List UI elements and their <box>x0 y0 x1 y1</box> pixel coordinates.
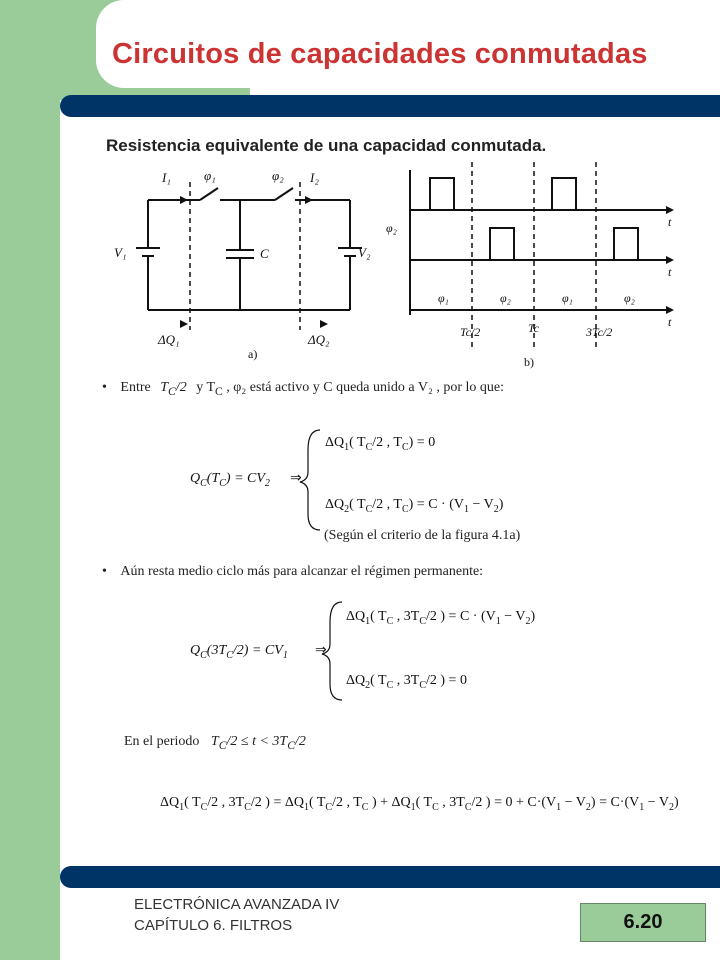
label-i2: I₂ <box>310 170 319 185</box>
mark-tc: Tc <box>528 321 539 335</box>
period-line: En el periodo $T_C/2 \le t < 3T_C/2$ <box>124 734 306 752</box>
bullet-dot: • <box>102 380 107 395</box>
bottom-phase-2: φ₂ <box>500 291 511 305</box>
page-number-badge: 6.20 <box>580 903 706 942</box>
section-subtitle: Resistencia equivalente de una capacidad conmutada. <box>106 136 547 155</box>
svg-text:QC(3TC/2) = CV1: $Q_C(3T_C/2) = CV_1$ <box>190 643 288 661</box>
label-v2: V₂ <box>358 245 371 260</box>
footer-line-1: ELECTRÓNICA AVANZADA IV <box>134 896 340 913</box>
label-phi2: φ₂ <box>272 168 284 183</box>
svg-text:QC(TC) = CV2: $Q_C(T_C) = CV_2$ <box>190 471 270 489</box>
mark-tc-half: Tc/2 <box>460 325 481 339</box>
bottom-phase-1: φ₁ <box>438 291 449 305</box>
circuit-dashed-markers <box>190 182 300 330</box>
slide-title: Circuitos de capacidades conmutadas <box>112 38 648 70</box>
bullet-2 <box>102 564 483 580</box>
label-phi1: φ₁ <box>204 168 216 183</box>
label-dq2: ΔQ₂ <box>308 332 330 347</box>
bottom-phase-4: φ₂ <box>624 291 635 305</box>
bullet-2-text: Aún resta medio ciclo más para alcanzar el régimen permanente: <box>120 564 484 579</box>
t-axis-1: t <box>668 215 672 229</box>
switched-capacitor-diagram <box>100 160 690 370</box>
timing-phi2: φ₂ <box>386 221 397 235</box>
final-equation <box>160 776 679 826</box>
bottom-divider-bar <box>60 866 720 888</box>
svg-text:ΔQ2( TC , 3TC/2 ) = 0: $\Delta Q_2$( $T_C$ , $3T_C/2$ ) = 0 <box>346 673 467 691</box>
footer-course <box>134 894 339 936</box>
bullet-1-sub: C <box>215 384 223 398</box>
svg-text:ΔQ2( TC/2 , TC) = C · (V1 − V2: $\Delta Q_2$( $T_C/2$ , $T_C) = C \cdot (V_1 - V_2)$ <box>325 497 504 515</box>
svg-text:⇒: ⇒ <box>290 471 302 486</box>
bottom-phase-3: φ₁ <box>562 291 573 305</box>
top-divider-bar <box>60 95 720 117</box>
footer-line-2: CAPÍTULO 6. FILTROS <box>134 917 293 934</box>
current-arrows <box>180 196 328 328</box>
bullet-1-prefix: Entre <box>120 380 151 395</box>
label-a: a) <box>248 347 258 361</box>
label-i1: I₁ <box>162 170 171 185</box>
svg-text:ΔQ1( TC/2 , 3TC/2 ) = ΔQ1( TC/: $\Delta Q_1$( $T_C/2$ , $3T_C/2$ ) = $\Delta Q_1$( $T_C/2$ , $T_C$ ) + $\Delta Q_1$( $T_C$ , $3T_C/2$ ) = $0 + C\cdot(V_1 - V_2) = C\cdot(V_1 - V_2)$ <box>160 795 679 813</box>
label-v1: V₁ <box>114 245 127 260</box>
circuit-schematic <box>136 188 362 310</box>
label-c: C <box>260 246 269 261</box>
svg-text:⇒: ⇒ <box>315 643 327 658</box>
bullet-1-text: , φ₂ está activo y C queda unido a V₂ , por lo que: <box>226 380 504 395</box>
left-decor-band <box>0 0 60 960</box>
label-b: b) <box>524 355 534 369</box>
label-dq1: ΔQ₁ <box>158 332 180 347</box>
equation-block-2 <box>180 596 620 706</box>
criteria-note: (Según el criterio de la figura 4.1a) <box>324 528 521 543</box>
bullet-1: • Entre $T_C/2$ y $T_C$ , φ₂ está activo y C queda unido a V₂ , por lo que: <box>102 380 504 398</box>
bullet-dot: • <box>102 564 107 579</box>
bullet-1-middle: y T <box>196 380 216 395</box>
mark-3tc-half: 3Tc/2 <box>586 325 613 339</box>
svg-text:ΔQ1( TC/2 , TC) = 0: $\Delta Q_1$( $T_C/2$ , $T_C) = 0$ <box>325 435 436 453</box>
t-axis-3: t <box>668 315 672 329</box>
t-axis-2: t <box>668 265 672 279</box>
equation-block-1 <box>180 420 620 540</box>
svg-text:ΔQ1( TC , 3TC/2 ) = C · (V1 −: $\Delta Q_1$( $T_C$ , $3T_C/2$ ) = $C \cdot (V_1 - V_2)$ <box>346 609 536 627</box>
period-label: En el periodo <box>124 734 200 749</box>
